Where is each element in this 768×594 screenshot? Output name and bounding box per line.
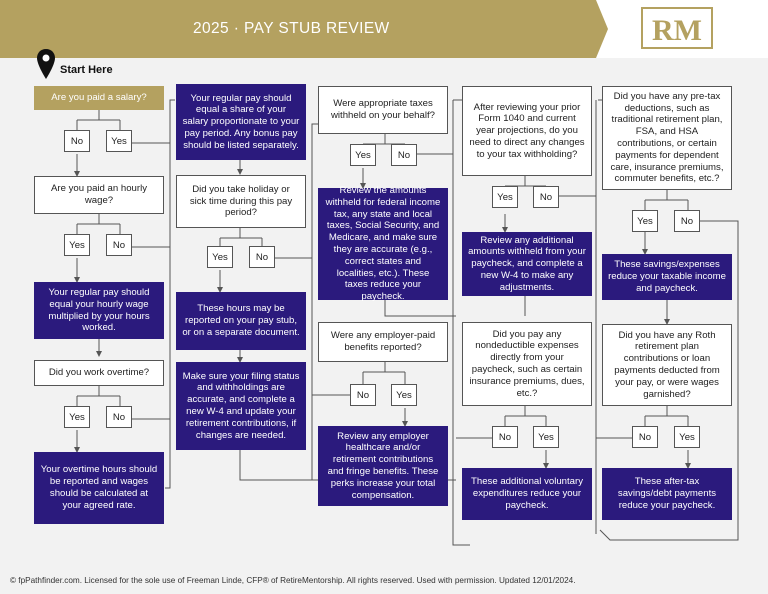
svg-text:RM: RM — [652, 14, 702, 47]
benefits-no-option: No — [350, 384, 376, 406]
result-salary-pay: Your regular pay should equal a share of your salary proportionate to your pay period. Any bonus pay should be listed separately. — [176, 84, 306, 160]
roth-no-option: No — [632, 426, 658, 448]
overtime-yes-option: Yes — [64, 406, 90, 428]
result-filing-status: Make sure your filing status and withholdings are accurate, and complete a new W-4 and update your retirement contributions, if changes are needed. — [176, 362, 306, 450]
page-title: 2025 · PAY STUB REVIEW — [193, 20, 390, 37]
pretax-yes-option: Yes — [632, 210, 658, 232]
taxes-no-option: No — [391, 144, 417, 166]
question-hourly-wage: Are you paid an hourly wage? — [34, 176, 164, 214]
prior-no-option: No — [533, 186, 559, 208]
question-salary: Are you paid a salary? — [34, 86, 164, 110]
question-taxes-withheld: Were appropriate taxes withheld on your behalf? — [318, 86, 448, 134]
result-holiday-hours: These hours may be reported on your pay stub, or on a separate document. — [176, 292, 306, 350]
salary-no-option: No — [64, 130, 90, 152]
hourly-yes-option: Yes — [64, 234, 90, 256]
question-overtime: Did you work overtime? — [34, 360, 164, 386]
result-pretax-savings: These savings/expenses reduce your taxable income and paycheck. — [602, 254, 732, 300]
question-nondeductible-expenses: Did you pay any nondeductible expenses directly from your paycheck, such as certain insurance premiums, dues, etc.? — [462, 322, 592, 406]
hourly-no-option: No — [106, 234, 132, 256]
benefits-yes-option: Yes — [391, 384, 417, 406]
result-after-tax-payments: These after-tax savings/debt payments reduce your paycheck. — [602, 468, 732, 520]
holiday-yes-option: Yes — [207, 246, 233, 268]
taxes-yes-option: Yes — [350, 144, 376, 166]
pretax-no-option: No — [674, 210, 700, 232]
result-tax-review: Review the amounts withheld for federal income tax, any state and local taxes, Social Security, and Medicare, and make sure they are accurate (e.g., correct states and localities, etc.). These taxes reduce your paycheck. — [318, 188, 448, 300]
roth-yes-option: Yes — [674, 426, 700, 448]
location-pin-icon — [36, 48, 56, 82]
question-prior-form-1040: After reviewing your prior Form 1040 and current year projections, do you need to direct any changes to your tax withholding? — [462, 86, 592, 176]
question-holiday-sick: Did you take holiday or sick time during this pay period? — [176, 175, 306, 228]
question-employer-benefits: Were any employer-paid benefits reported? — [318, 322, 448, 362]
result-hourly-pay: Your regular pay should equal your hourly wage multiplied by your hours worked. — [34, 282, 164, 339]
result-additional-withholding: Review any additional amounts withheld from your paycheck, and complete a new W-4 to make any adjustments. — [462, 232, 592, 296]
prior-yes-option: Yes — [492, 186, 518, 208]
nondeductible-no-option: No — [492, 426, 518, 448]
result-voluntary-expenditures: These additional voluntary expenditures reduce your paycheck. — [462, 468, 592, 520]
overtime-no-option: No — [106, 406, 132, 428]
question-roth-contributions: Did you have any Roth retirement plan contributions or loan payments deducted from your pay, or were wages garnished? — [602, 324, 732, 406]
question-pretax-deductions: Did you have any pre-tax deductions, such as traditional retirement plan, FSA, and HSA contributions, or certain payments for dependent care, insurance premiums, commuter benefits, etc.? — [602, 86, 732, 190]
footer-copyright: © fpPathfinder.com. Licensed for the sole use of Freeman Linde, CFP® of RetireMentorship. All rights reserved. Used with permission. Updated 12/01/2024. — [10, 576, 576, 585]
salary-yes-option: Yes — [106, 130, 132, 152]
result-employer-benefits: Review any employer healthcare and/or retirement contributions and fringe benefits. These perks increase your total compensation. — [318, 426, 448, 506]
holiday-no-option: No — [249, 246, 275, 268]
start-label: Start Here — [60, 64, 113, 76]
result-overtime: Your overtime hours should be reported and wages should be calculated at your agreed rate. — [34, 452, 164, 524]
nondeductible-yes-option: Yes — [533, 426, 559, 448]
